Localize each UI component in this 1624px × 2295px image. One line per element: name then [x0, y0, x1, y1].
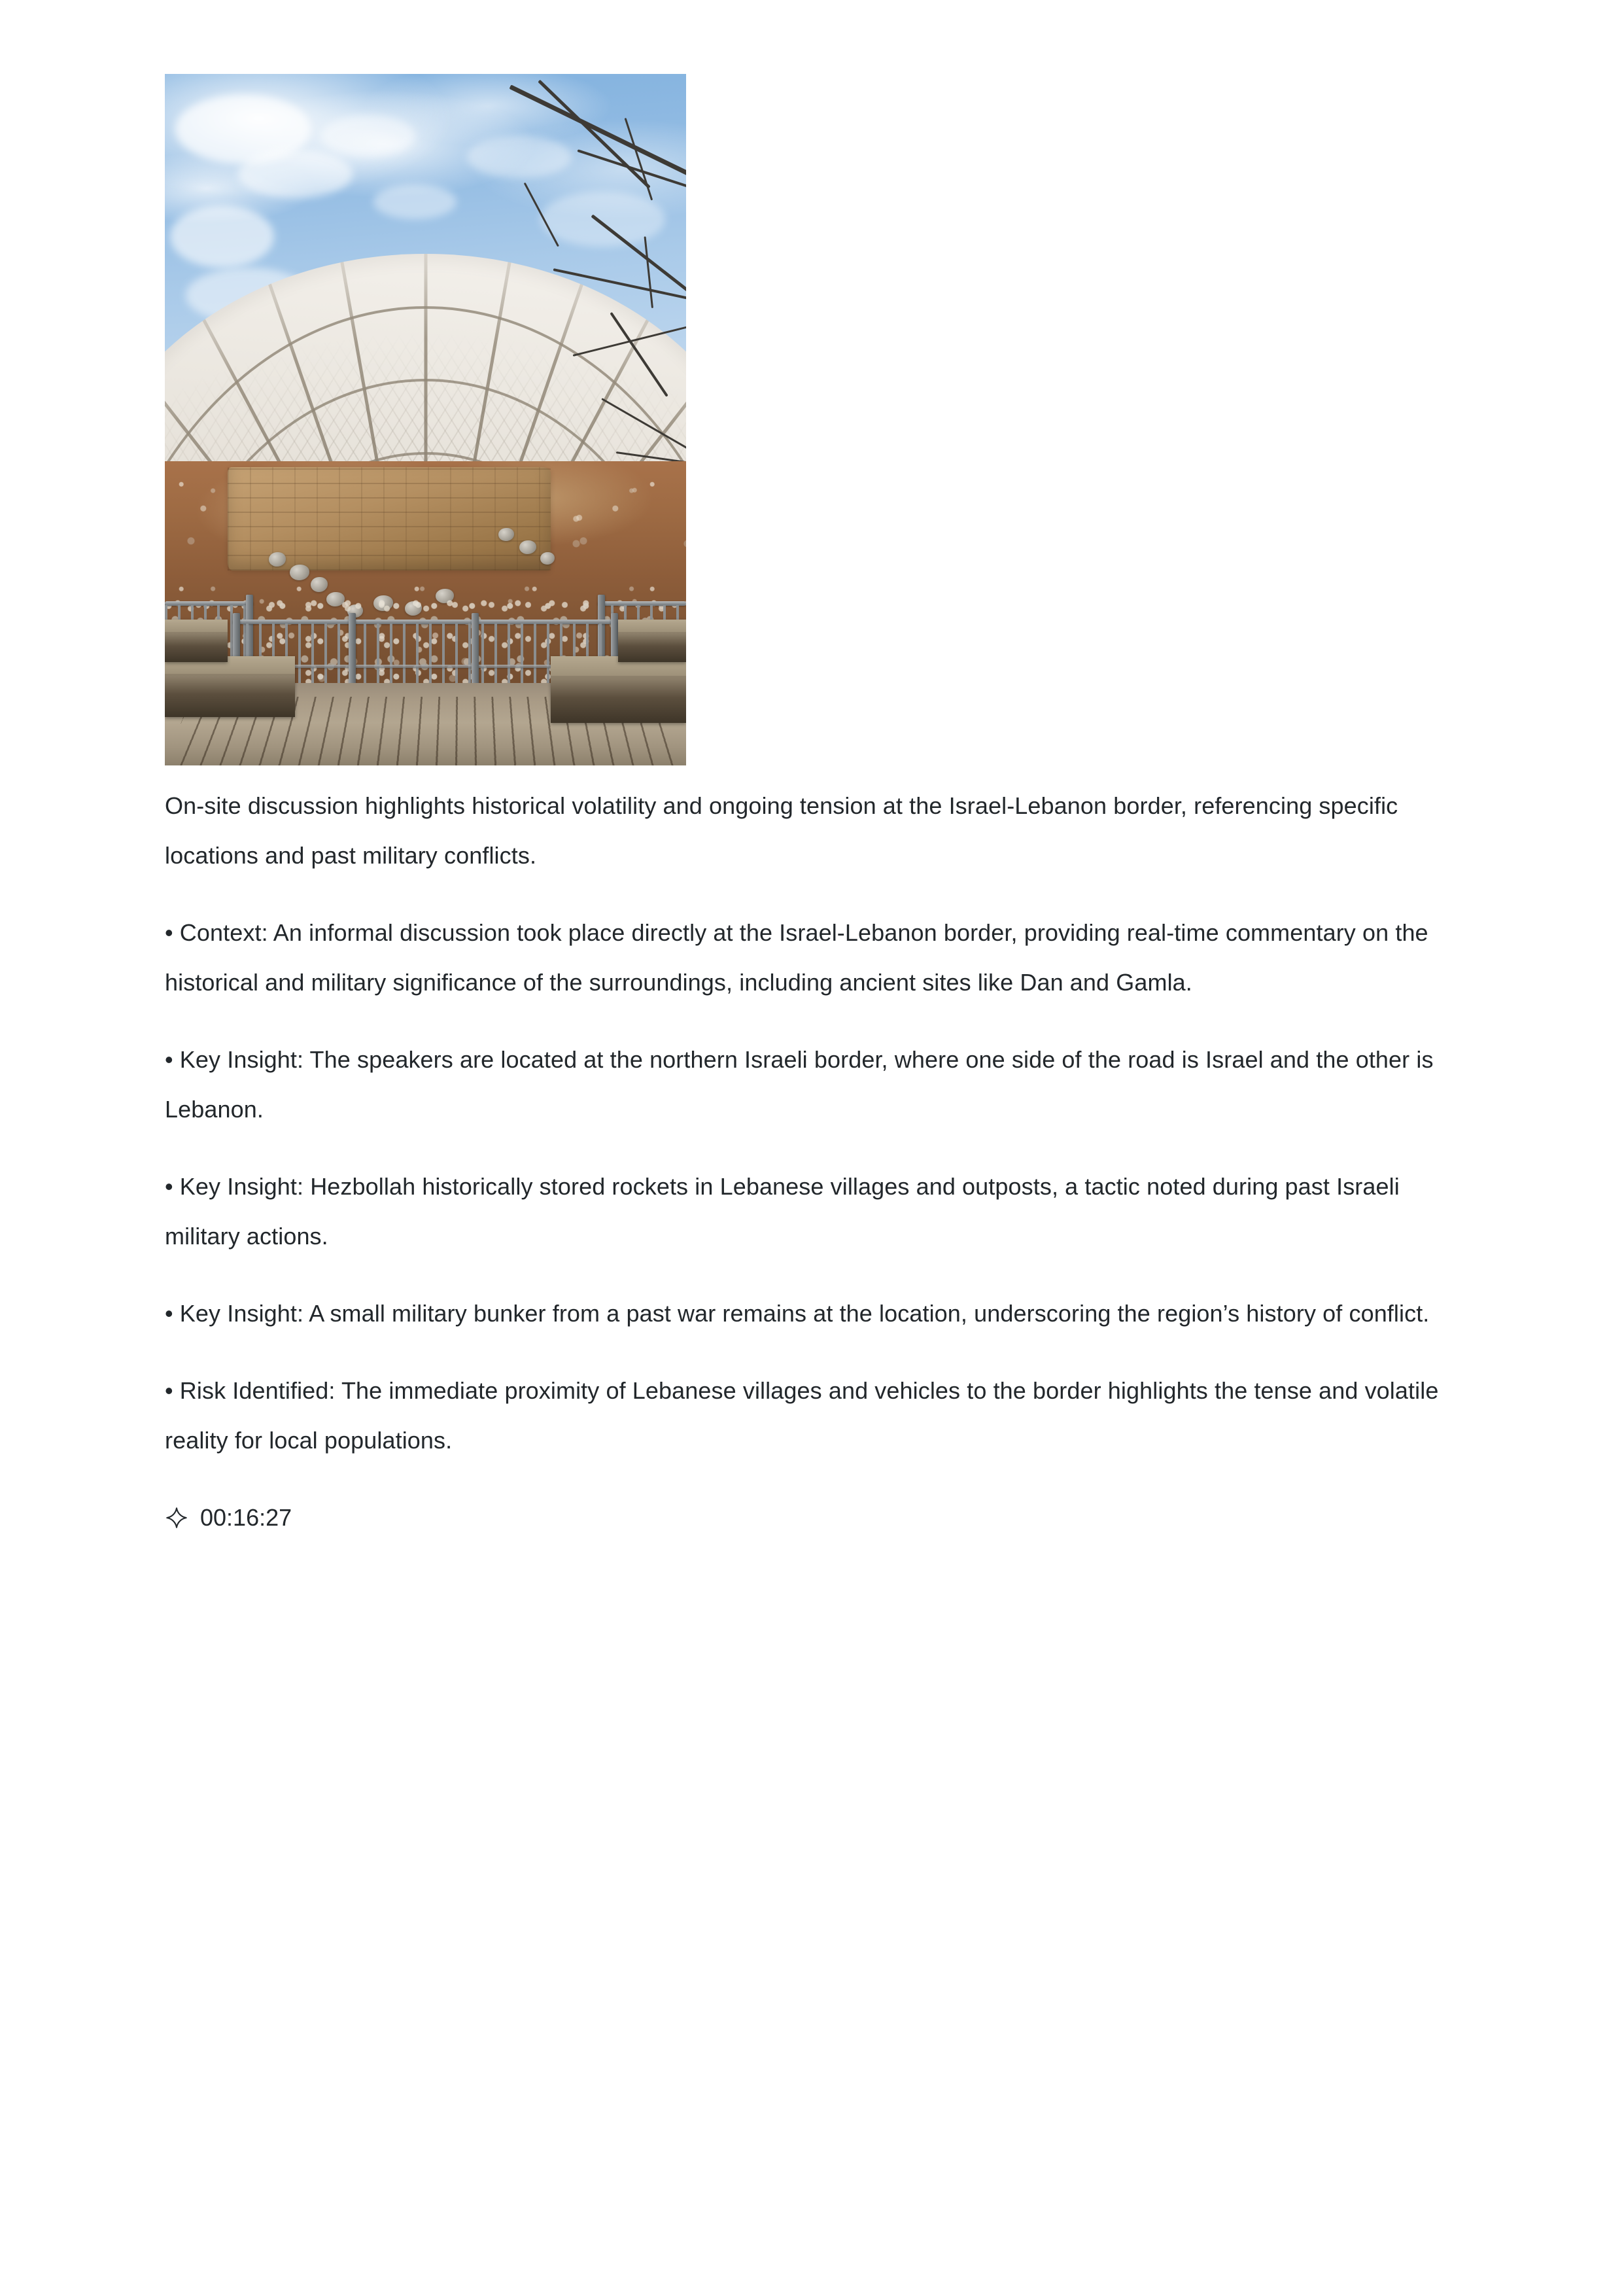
bullet-key-insight-1: • Key Insight: The speakers are located at the northern Israeli border, where one side of the road is Israel and the other is Lebanon.	[165, 1046, 1440, 1123]
bullet-context: • Context: An informal discussion took place directly at the Israel-Lebanon border, providing real-time commentary on the historical and military significance of the surroundings, including ancient sites like Dan and Gamla.	[165, 919, 1435, 996]
cloud-wisp	[467, 136, 571, 177]
bullet-risk-identified: • Risk Identified: The immediate proximity of Lebanese villages and vehicles to the border highlights the tense and volatile reality for local populations.	[165, 1377, 1445, 1454]
cloud-wisp	[540, 192, 665, 247]
deck-step-left-upper	[165, 620, 228, 662]
sparkle-star-icon	[165, 1506, 188, 1530]
bullet-key-insight-2: • Key Insight: Hezbollah historically stored rockets in Lebanese villages and outposts, a tactic noted during past Israeli military actions.	[165, 1173, 1406, 1250]
timestamp-value: 00:16:27	[200, 1504, 292, 1531]
deck-step-left	[165, 656, 295, 717]
cloud-wisp	[238, 150, 353, 198]
photo-canvas	[165, 74, 686, 765]
cloud-wisp	[373, 184, 457, 219]
summary-paragraph: On-site discussion highlights historical volatility and ongoing tension at the Israel-Lebanon border, referencing specific locations and past military conflicts.	[165, 792, 1405, 869]
railing-post	[472, 613, 479, 692]
rubble-stone	[519, 540, 536, 554]
deck-step-surface	[618, 620, 686, 633]
rubble-stone	[311, 577, 328, 592]
railing-post	[349, 613, 356, 692]
deck-step-surface	[165, 620, 228, 633]
bullet-key-insight-3: • Key Insight: A small military bunker from a past war remains at the location, underscoring the region’s history of conflict.	[165, 1300, 1430, 1327]
cloud-wisp	[321, 115, 415, 156]
timestamp-row	[165, 1501, 1447, 1535]
deck-step-right	[551, 656, 686, 723]
deck-step-right-upper	[618, 620, 686, 662]
document-content	[165, 74, 1447, 1535]
excavation-ground	[165, 461, 686, 765]
site-photograph	[165, 74, 686, 765]
